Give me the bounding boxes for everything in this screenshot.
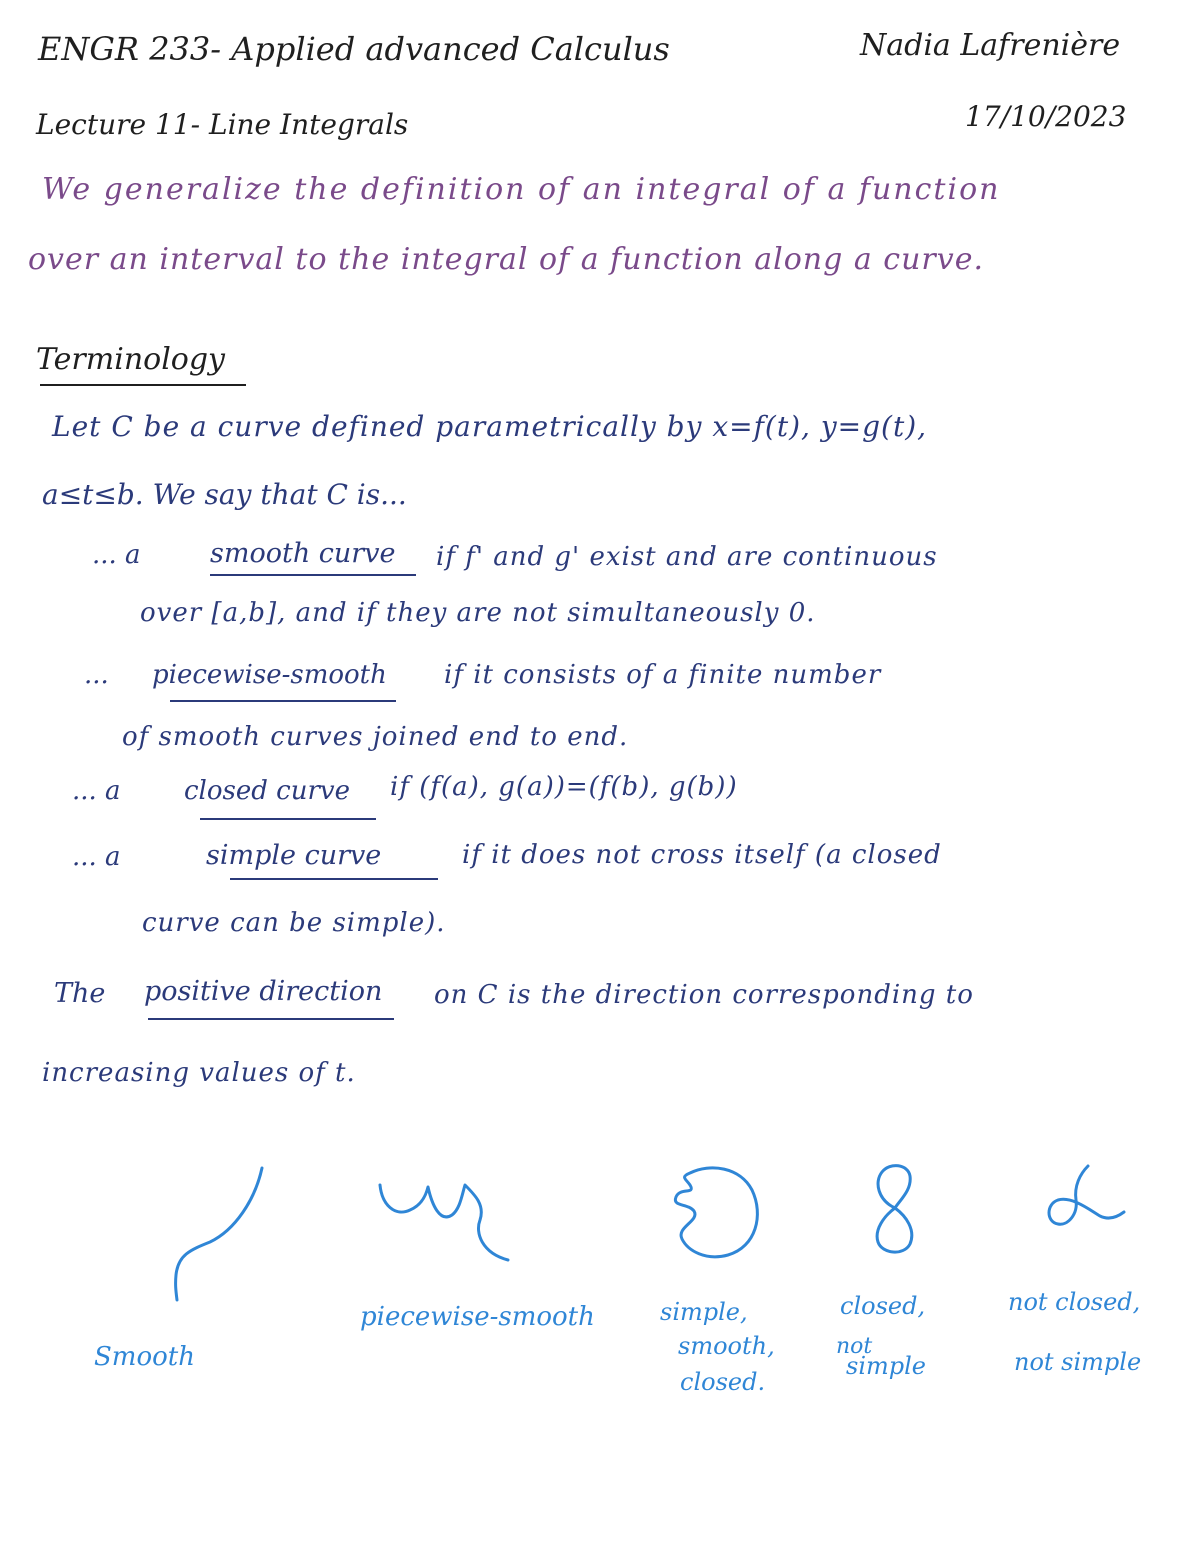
smooth-curve-underline (210, 574, 416, 576)
simple-curve-term: simple curve (206, 840, 382, 871)
caption-not-simple: not simple (1014, 1348, 1142, 1376)
positive-direction-definition-cont: increasing values of t. (42, 1058, 356, 1088)
piecewise-lead: ... (84, 660, 109, 690)
piecewise-smooth-term: piecewise-smooth (152, 660, 387, 690)
caption-smooth-2: smooth, (678, 1332, 775, 1360)
simple-closed-curve-sketch (660, 1155, 770, 1265)
closed-curve-condition: if (f(a), g(a))=(f(b), g(b)) (390, 772, 738, 802)
terminology-heading: Terminology (36, 342, 226, 377)
simple-lead: ... a (72, 842, 121, 872)
caption-not-closed: not closed, (1008, 1288, 1141, 1316)
smooth-curve-sketch (160, 1160, 280, 1310)
lecture-title: Lecture 11- Line Integrals (36, 108, 409, 141)
caption-simple: simple, (660, 1298, 748, 1326)
piecewise-smooth-curve-sketch (370, 1165, 520, 1275)
positive-direction-definition: on C is the direction corresponding to (434, 980, 974, 1010)
author-name: Nadia Lafrenière (860, 28, 1121, 63)
intro-line-2: over an interval to the integral of a function along a curve. (28, 242, 984, 277)
lecture-date: 17/10/2023 (965, 100, 1127, 133)
piecewise-condition-cont: of smooth curves joined end to end. (122, 722, 629, 752)
piecewise-smooth-underline (170, 700, 396, 702)
positive-direction-underline (148, 1018, 394, 1020)
alpha-loop-sketch (1040, 1160, 1130, 1240)
figure-eight-sketch (860, 1160, 930, 1260)
caption-smooth: Smooth (94, 1342, 195, 1372)
smooth-curve-condition-cont: over [a,b], and if they are not simultaneously 0. (140, 598, 816, 628)
simple-curve-condition-cont: curve can be simple). (142, 908, 446, 938)
closed-curve-term: closed curve (184, 776, 350, 806)
smooth-lead: ... a (92, 540, 141, 570)
caption-closed-2: closed, (840, 1292, 926, 1320)
piecewise-condition: if it consists of a finite number (444, 660, 882, 690)
smooth-curve-term: smooth curve (210, 538, 396, 569)
caption-simple-2: simple (846, 1352, 926, 1380)
positive-lead: The (54, 978, 106, 1009)
intro-line-1: We generalize the definition of an integral of a function (42, 172, 1001, 207)
closed-curve-underline (200, 818, 376, 820)
definition-line-1: Let C be a curve defined parametrically by x=f(t), y=g(t), (52, 410, 928, 443)
caption-closed: closed. (680, 1368, 766, 1396)
closed-lead: ... a (72, 776, 121, 806)
terminology-underline (40, 384, 246, 386)
simple-curve-condition: if it does not cross itself (a closed (462, 840, 942, 870)
caption-not: not (836, 1334, 873, 1359)
smooth-curve-condition: if f' and g' exist and are continuous (436, 542, 938, 572)
simple-curve-underline (230, 878, 438, 880)
course-title: ENGR 233- Applied advanced Calculus (38, 30, 670, 68)
positive-direction-term: positive direction (144, 976, 383, 1007)
definition-line-2: a≤t≤b. We say that C is... (42, 478, 407, 511)
caption-piecewise-smooth: piecewise-smooth (360, 1302, 595, 1332)
